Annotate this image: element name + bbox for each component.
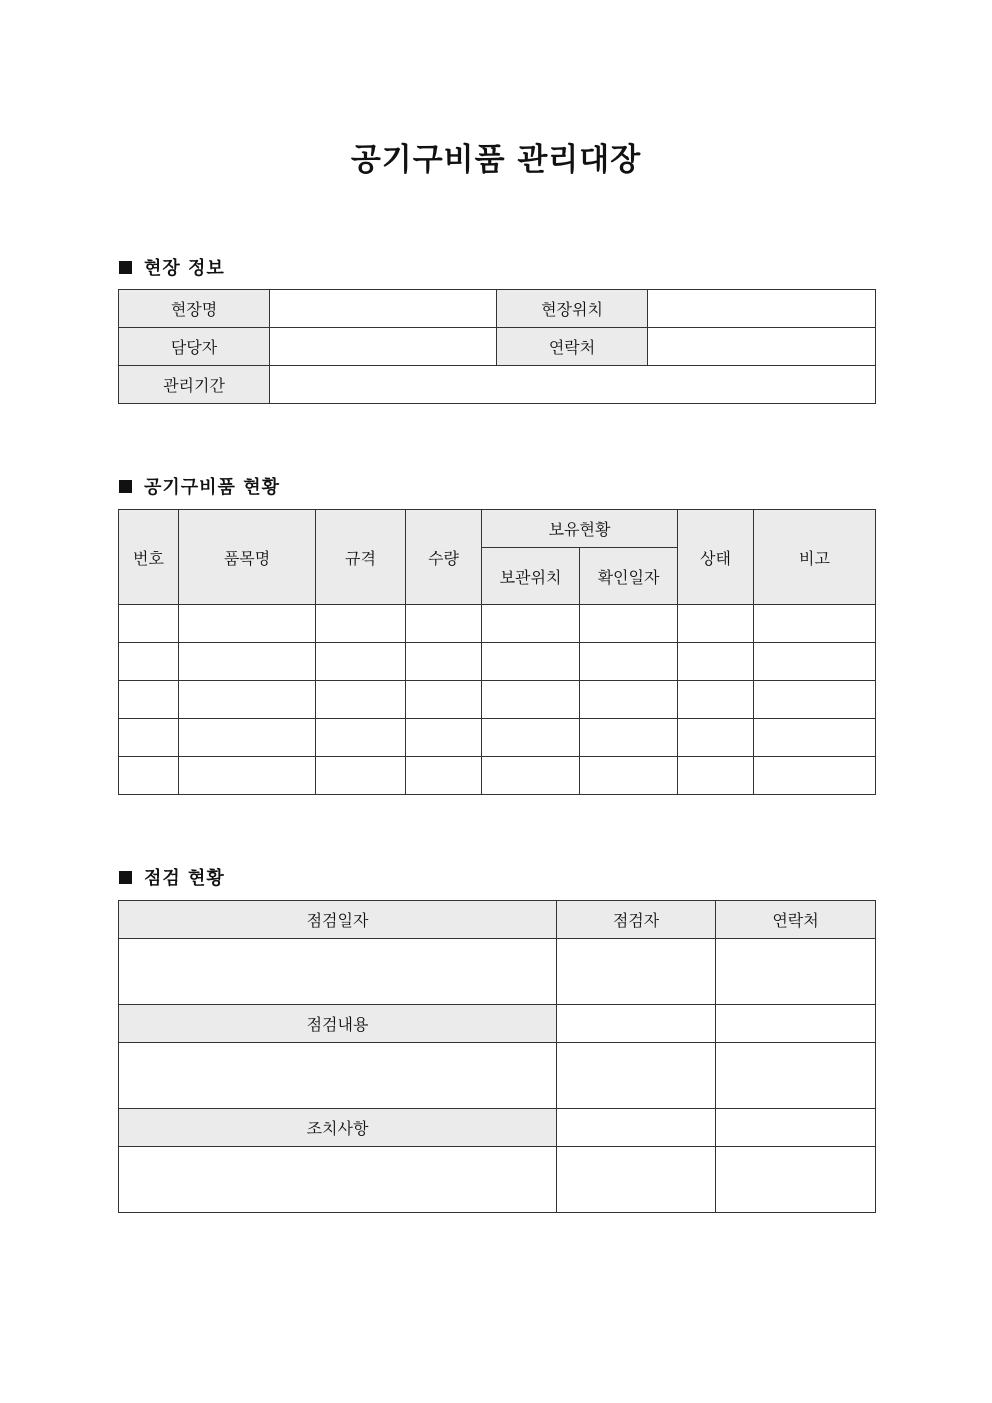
- site-info-heading-text: 현장 정보: [144, 258, 225, 279]
- inspection-heading: [119, 864, 225, 890]
- table-cell[interactable]: [557, 1043, 716, 1109]
- table-row: [119, 605, 876, 643]
- inspection-table: [118, 900, 876, 1213]
- table-cell[interactable]: [580, 719, 678, 757]
- table-cell[interactable]: [406, 605, 482, 643]
- table-cell[interactable]: [580, 681, 678, 719]
- table-cell[interactable]: [119, 605, 179, 643]
- col-qty-header: 수량: [406, 510, 482, 605]
- table-row: [119, 719, 876, 757]
- inspection-heading-text: 점검 현황: [144, 868, 225, 889]
- col-no-header: 번호: [119, 510, 179, 605]
- table-cell[interactable]: [678, 757, 754, 795]
- table-cell[interactable]: [754, 757, 876, 795]
- square-bullet-icon: [119, 480, 132, 493]
- col-item-header: 품목명: [179, 510, 316, 605]
- table-cell[interactable]: [716, 1043, 876, 1109]
- table-cell[interactable]: [580, 605, 678, 643]
- table-cell[interactable]: [754, 605, 876, 643]
- col-remarks-header: 비고: [754, 510, 876, 605]
- table-cell[interactable]: [580, 643, 678, 681]
- manager-field[interactable]: [270, 328, 497, 366]
- table-cell[interactable]: [316, 681, 406, 719]
- table-cell[interactable]: [716, 1147, 876, 1213]
- table-cell[interactable]: [316, 605, 406, 643]
- period-label: 관리기간: [119, 366, 270, 404]
- col-storage-header: 보관위치: [482, 548, 580, 605]
- table-cell[interactable]: [482, 643, 580, 681]
- site-info-heading: [119, 254, 225, 280]
- table-cell[interactable]: [678, 643, 754, 681]
- site-info-table: [118, 289, 876, 404]
- table-cell[interactable]: [557, 1005, 716, 1043]
- table-cell[interactable]: [406, 757, 482, 795]
- inspection-content-field[interactable]: [119, 1043, 557, 1109]
- table-cell[interactable]: [406, 643, 482, 681]
- site-location-field[interactable]: [648, 290, 876, 328]
- square-bullet-icon: [119, 261, 132, 274]
- action-label: 조치사항: [119, 1109, 557, 1147]
- table-cell[interactable]: [179, 757, 316, 795]
- col-inspection-contact-header: 연락처: [716, 901, 876, 939]
- site-location-label: 현장위치: [497, 290, 648, 328]
- col-spec-header: 규격: [316, 510, 406, 605]
- table-row: [119, 643, 876, 681]
- col-check-date-header: 확인일자: [580, 548, 678, 605]
- manager-label: 담당자: [119, 328, 270, 366]
- table-cell[interactable]: [316, 643, 406, 681]
- contact-field[interactable]: [648, 328, 876, 366]
- table-cell[interactable]: [678, 681, 754, 719]
- inspection-content-label: 점검내용: [119, 1005, 557, 1043]
- table-cell[interactable]: [557, 1109, 716, 1147]
- table-cell[interactable]: [316, 719, 406, 757]
- table-cell[interactable]: [754, 681, 876, 719]
- table-cell[interactable]: [557, 1147, 716, 1213]
- inspector-field[interactable]: [557, 939, 716, 1005]
- table-cell[interactable]: [580, 757, 678, 795]
- inspection-contact-field[interactable]: [716, 939, 876, 1005]
- items-heading: [119, 473, 280, 499]
- col-inspection-date-header: 점검일자: [119, 901, 557, 939]
- period-field[interactable]: [270, 366, 876, 404]
- table-cell[interactable]: [678, 719, 754, 757]
- table-row: [119, 757, 876, 795]
- col-holding-header: 보유현황: [482, 510, 678, 548]
- table-cell[interactable]: [316, 757, 406, 795]
- site-name-field[interactable]: [270, 290, 497, 328]
- table-cell[interactable]: [406, 719, 482, 757]
- square-bullet-icon: [119, 871, 132, 884]
- inspection-date-field[interactable]: [119, 939, 557, 1005]
- table-cell[interactable]: [119, 643, 179, 681]
- table-cell[interactable]: [179, 643, 316, 681]
- table-cell[interactable]: [406, 681, 482, 719]
- site-name-label: 현장명: [119, 290, 270, 328]
- contact-label: 연락처: [497, 328, 648, 366]
- page-title: 공기구비품 관리대장: [350, 142, 642, 178]
- table-cell[interactable]: [754, 643, 876, 681]
- table-cell[interactable]: [482, 681, 580, 719]
- action-field[interactable]: [119, 1147, 557, 1213]
- table-cell[interactable]: [179, 719, 316, 757]
- table-cell[interactable]: [482, 757, 580, 795]
- table-cell[interactable]: [716, 1005, 876, 1043]
- table-cell[interactable]: [482, 605, 580, 643]
- items-heading-text: 공기구비품 현황: [144, 477, 280, 498]
- table-cell[interactable]: [119, 681, 179, 719]
- table-cell[interactable]: [179, 681, 316, 719]
- col-status-header: 상태: [678, 510, 754, 605]
- table-row: [119, 681, 876, 719]
- table-cell[interactable]: [482, 719, 580, 757]
- col-inspector-header: 점검자: [557, 901, 716, 939]
- table-cell[interactable]: [119, 719, 179, 757]
- table-cell[interactable]: [119, 757, 179, 795]
- items-table: [118, 509, 876, 795]
- table-cell[interactable]: [678, 605, 754, 643]
- table-cell[interactable]: [179, 605, 316, 643]
- table-cell[interactable]: [716, 1109, 876, 1147]
- table-cell[interactable]: [754, 719, 876, 757]
